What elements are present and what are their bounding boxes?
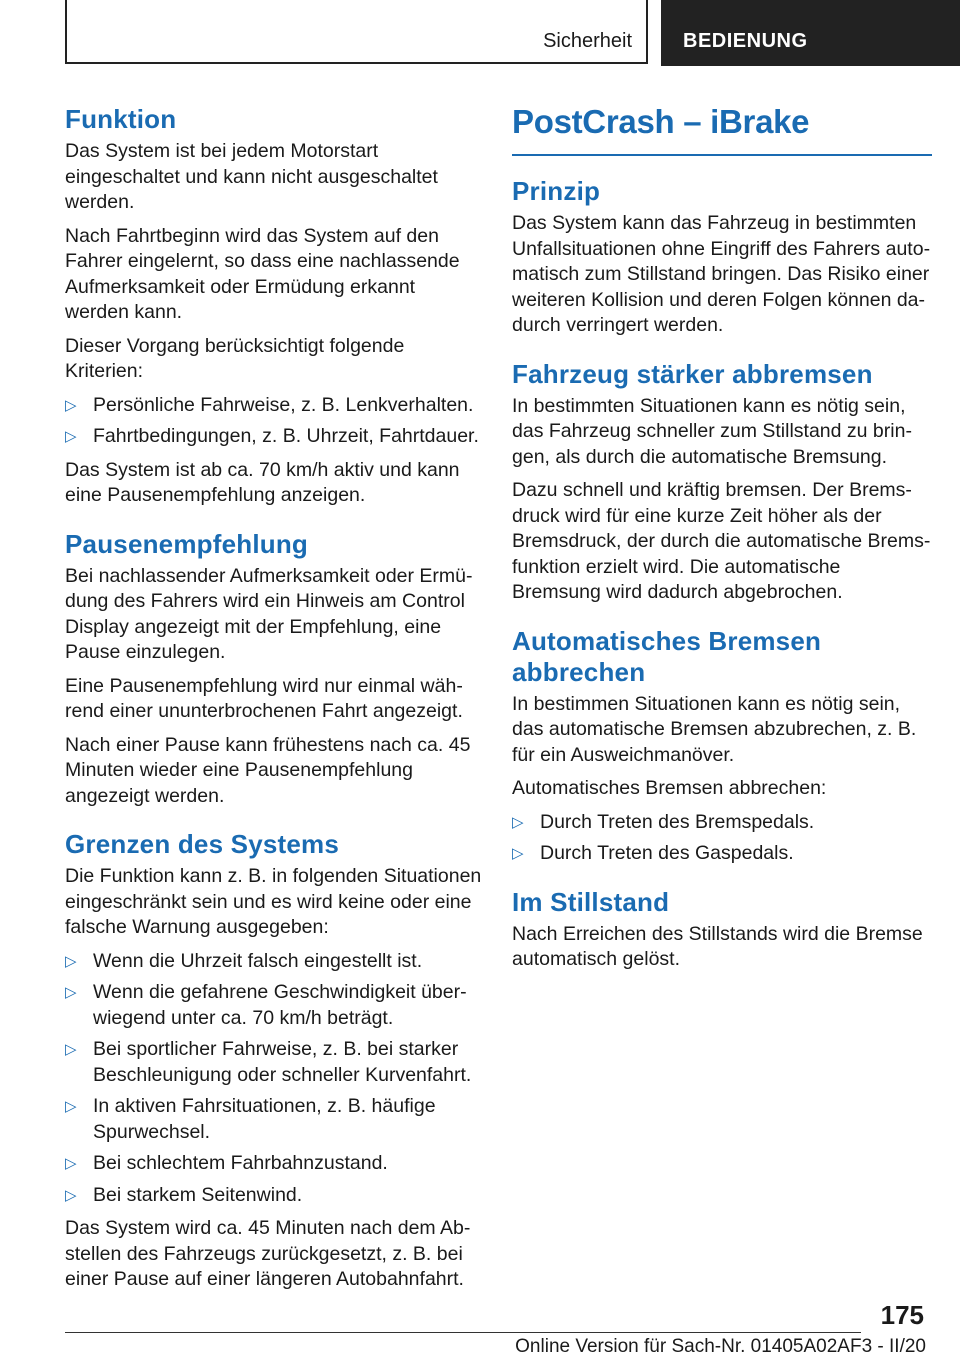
triangle-bullet-icon: ▷: [65, 428, 77, 445]
page-footer: [0, 1290, 960, 1362]
paragraph: Das System wird ca. 45 Minuten nach dem Abstellen des Fahrzeugs zurückgesetzt, z. B. bei einer Pause auf einer längeren Autobahnfahrt.: [65, 1217, 471, 1290]
list-item: [65, 1151, 483, 1177]
list-item-text: Wenn die gefahrene Geschwindigkeit überwiegend unter ca. 70 km/h beträgt.: [93, 981, 467, 1029]
chapter-heading: PostCrash – iBrake: [512, 102, 932, 156]
heading-stillstand: Im Stillstand: [512, 886, 670, 917]
triangle-bullet-icon: ▷: [65, 952, 77, 970]
triangle-bullet-icon: ▷: [65, 396, 77, 414]
paragraph: Nach Erreichen des Stillstands wird die Bremse automatisch gelöst.: [512, 922, 923, 970]
list-item: [512, 810, 932, 836]
bullet-list: [65, 949, 483, 1209]
list-item-text: In aktiven Fahrsituationen, z. B. häufige Spurwechsel.: [93, 1095, 436, 1143]
heading-staerker-abbremsen: Fahrzeug stärker abbremsen: [512, 358, 873, 389]
heading-grenzen: Grenzen des Systems: [65, 829, 340, 859]
list-item-text: Bei schlechtem Fahrbahnzustand.: [93, 1152, 388, 1174]
list-item: [65, 1094, 483, 1145]
paragraph: Dazu schnell und kräftig bremsen. Der Bremsdruck wird für eine kurze Zeit höher als der Bremsdruck, der durch die automatische Bremsfunktion erzielt wird. Die automatische Bremsung wird dadurch abgebrochen.: [512, 479, 931, 603]
chapter-title: BEDIENUNG: [661, 0, 960, 66]
section-title: Sicherheit: [543, 30, 632, 52]
list-item-text: Bei starkem Seitenwind.: [93, 1183, 303, 1206]
triangle-bullet-icon: ▷: [65, 1041, 77, 1058]
triangle-bullet-icon: ▷: [65, 984, 77, 1001]
footer-divider: [65, 1332, 861, 1333]
paragraph: Das System kann das Fahrzeug in bestimmten Unfallsituationen ohne Eingriff des Fahrers automatisch zum Stillstand bringen. Das Risiko einer weiteren Kollision und deren Folgen können dadurch verringert werden.: [512, 212, 931, 336]
paragraph: Bei nachlassender Aufmerksamkeit oder Ermüdung des Fahrers wird ein Hinweis am Control Display angezeigt mit der Empfehlung, eine Pause einzulegen.: [65, 564, 473, 663]
bullet-list: [512, 810, 932, 867]
triangle-bullet-icon: ▷: [65, 1155, 77, 1172]
paragraph: Nach Fahrtbeginn wird das System auf den Fahrer eingelernt, so dass eine nachlassende Aufmerksamkeit oder Ermüdung erkannt werden kann.: [65, 224, 460, 323]
list-item: [65, 393, 483, 419]
heading-prinzip: Prinzip: [512, 176, 601, 206]
list-item-text: Durch Treten des Gaspedals.: [540, 842, 794, 864]
heading-pausenempfehlung: Pausenempfehlung: [65, 528, 309, 559]
page-number: 175: [880, 1300, 924, 1330]
heading-funktion: Funktion: [65, 104, 177, 134]
triangle-bullet-icon: ▷: [65, 1186, 77, 1204]
bullet-list: [65, 393, 483, 450]
list-item: [512, 841, 932, 867]
paragraph: Das System ist ab ca. 70 km/h aktiv und kann eine Pausenempfehlung anzeigen.: [65, 458, 460, 506]
paragraph: In bestimmen Situationen kann es nötig sein, das automatische Bremsen abzubrechen, z. B. für ein Ausweichmanöver.: [512, 692, 917, 766]
list-item-text: Persönliche Fahrweise, z. B. Lenkverhalten.: [93, 393, 474, 416]
list-item: [65, 980, 483, 1031]
triangle-bullet-icon: ▷: [65, 1098, 77, 1115]
list-item: [65, 949, 483, 975]
list-item: [65, 1183, 483, 1209]
footer-version-text: Online Version für Sach-Nr. 01405A02AF3 - II/20: [515, 1336, 926, 1357]
left-column: [65, 100, 483, 1301]
paragraph: Automatisches Bremsen abbrechen:: [512, 777, 827, 799]
list-item-text: Bei sportlicher Fahrweise, z. B. bei starker Beschleunigung oder schneller Kurvenfahrt.: [93, 1038, 472, 1086]
section-tab: [65, 0, 648, 64]
heading-bremsen-abbrechen: Automatisches Bremsen abbrechen: [512, 625, 822, 687]
list-item-text: Fahrtbedingungen, z. B. Uhrzeit, Fahrtdauer.: [93, 425, 479, 447]
paragraph: Das System ist bei jedem Motorstart eingeschaltet und kann nicht ausgeschaltet werden.: [65, 140, 438, 213]
list-item-text: Durch Treten des Bremspedals.: [540, 810, 815, 833]
right-column: [512, 100, 932, 981]
paragraph: In bestimmten Situationen kann es nötig sein, das Fahrzeug schneller zum Stillstand zu bringen, als durch die automatische Bremsung.: [512, 394, 912, 468]
triangle-bullet-icon: ▷: [512, 813, 524, 831]
paragraph: Nach einer Pause kann frühestens nach ca. 45 Minuten wieder eine Pausenempfehlung angezeigt werden.: [65, 733, 471, 807]
page-header: [0, 0, 960, 66]
paragraph: Eine Pausenempfehlung wird nur einmal während einer ununterbrochenen Fahrt angezeigt.: [65, 674, 463, 722]
paragraph: Die Funktion kann z. B. in folgenden Situationen eingeschränkt sein und es wird keine oder eine falsche Warnung ausgegeben:: [65, 865, 482, 938]
paragraph: Dieser Vorgang berücksichtigt folgende Kriterien:: [65, 334, 405, 382]
list-item: [65, 1037, 483, 1088]
list-item: [65, 424, 483, 450]
list-item-text: Wenn die Uhrzeit falsch eingestellt ist.: [93, 949, 423, 972]
triangle-bullet-icon: ▷: [512, 845, 524, 862]
